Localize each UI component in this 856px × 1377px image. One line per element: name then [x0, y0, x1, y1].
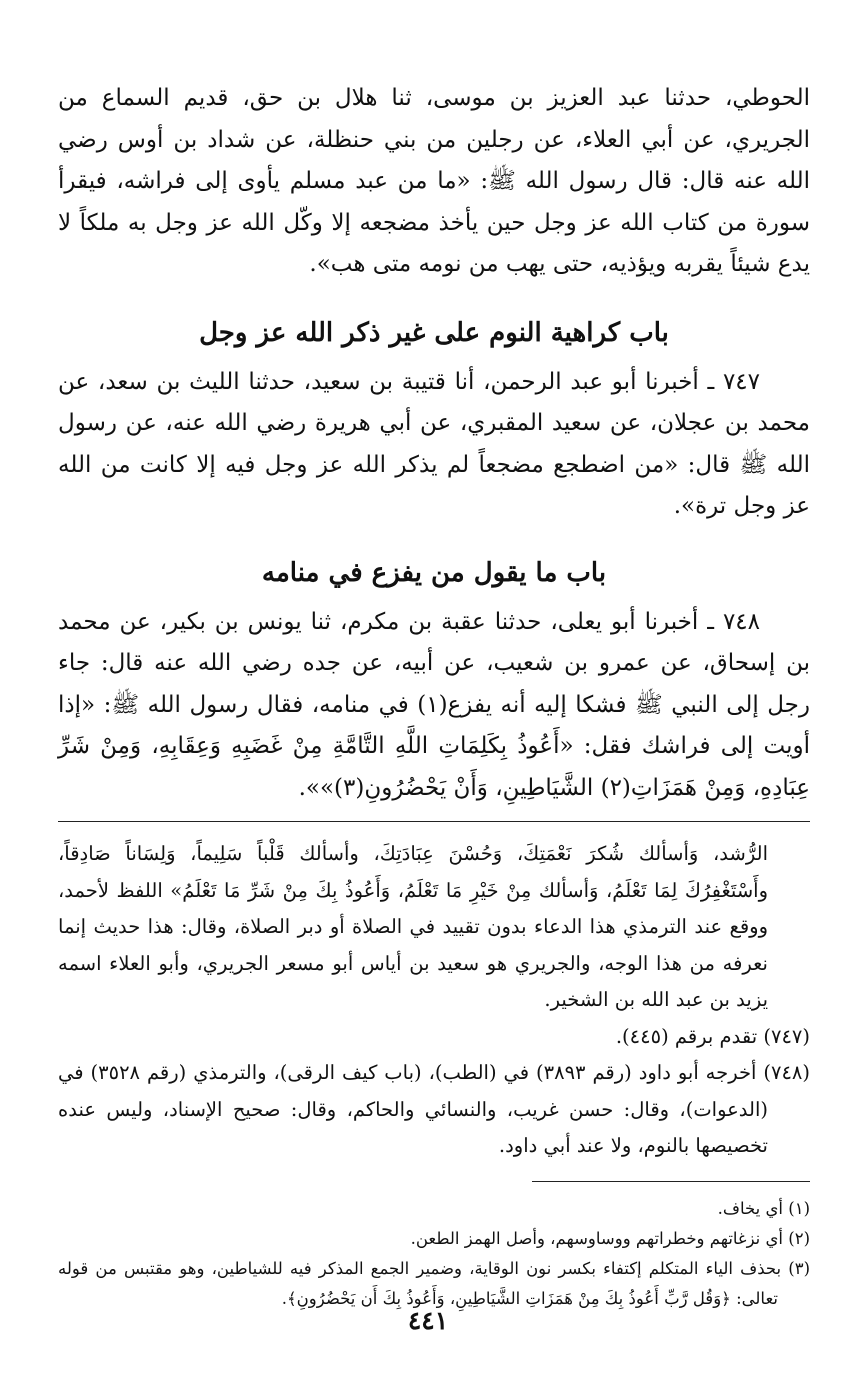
- footnote-rule: [532, 1181, 810, 1182]
- footnote-2: (٢) أي نزغاتهم وخطراتهم ووساوسهم، وأصل الهمز الطعن.: [410, 1228, 810, 1248]
- hadith-747: ٧٤٧ ـ أخبرنا أبو عبد الرحمن، أنا قتيبة بن سعيد، حدثنا الليث بن سعد، عن محمد بن عجلان، عن سعيد المقبري، عن أبي هريرة رضي الله عنه، عن رسول الله ﷺ قال: «من اضطجع مضجعاً لم يذكر الله عز وجل فيه إلا كانت من الله عز وجل ترة».: [58, 368, 810, 519]
- separator-rule: [58, 821, 810, 822]
- book-page: [58, 78, 810, 1314]
- commentary-note-748: (٧٤٨) أخرجه أبو داود (رقم ٣٨٩٣) في (الطب)، (باب كيف الرقى)، والترمذي (رقم ٣٥٢٨) في (الدعوات)، وقال: حسن غريب، والنسائي والحاكم، وقال: صحيح الإسناد، وليس عنده تخصيصها بالنوم، ولا عند أبي داود.: [58, 1061, 810, 1157]
- page-number: ٤٤١: [407, 1306, 449, 1335]
- hadith-748: ٧٤٨ ـ أخبرنا أبو يعلى، حدثنا عقبة بن مكرم، ثنا يونس بن بكير، عن محمد بن إسحاق، عن عمرو بن شعيب، عن أبيه، عن جده رضي الله عنه قال: جاء رجل إلى النبي ﷺ فشكا إليه أنه يفزع(١) في منامه، فقال رسول الله ﷺ: «إذا أويت إلى فراشك فقل: «أَعُوذُ بِكَلِمَاتِ اللَّهِ التَّامَّةِ مِنْ غَضَبِهِ وَعِقَابِهِ، وَمِنْ شَرِّ عِبَادِهِ، وَمِنْ هَمَزَاتِ(٢) الشَّيَاطِينِ، وَأَنْ يَحْضُرُونِ(٣)»».: [58, 608, 810, 801]
- chapter-heading-fright-in-sleep: باب ما يقول من يفزع في منامه: [261, 557, 607, 588]
- footnotes-section: [58, 1194, 810, 1314]
- footnote-3: (٣) بحذف الياء المتكلم إكتفاء بكسر نون الوقاية، وضمير الجمع المذكر فيه للشياطين، وهو مقتبس من قوله تعالى: ﴿وَقُل رَّبِّ أَعُوذُ بِكَ مِنْ هَمَزَاتِ الشَّيَاطِينِ، وَأَعُوذُ بِكَ أَن يَحْضُرُونِ﴾.: [58, 1258, 810, 1308]
- chapter-heading-sleep-without-dhikr: باب كراهية النوم على غير ذكر الله عز وجل: [199, 317, 669, 348]
- footnote-1: (١) أي يخاف.: [717, 1198, 810, 1218]
- commentary-section: [58, 836, 810, 1165]
- main-text: [58, 78, 810, 809]
- commentary-continuation: الرُّشد، وَأسألك شُكرَ نَعْمَتِكَ، وَحُسْنَ عِبَادَتِكَ، وأسألك قَلْباً سَلِيماً، وَلِسَاناً صَادِقاً، وأَسْتَغْفِرُكَ لِمَا تَعْلَمُ، وَأسألك مِنْ خَيْرِ مَا تَعْلَمُ، وَأَعُوذُ بِكَ مِنْ شَرِّ مَا تَعْلَمُ» اللفظ لأحمد، ووقع عند الترمذي هذا الدعاء بدون تقييد في الصلاة أو دبر الصلاة، وقال: هذا حديث إنما نعرفه من هذا الوجه، والجريري هو سعيد بن أياس أبو مسعر الجريري، وأبو العلاء اسمه يزيد بن عبد الله بن الشخير.: [58, 842, 768, 1011]
- commentary-note-747: (٧٤٧) تقدم برقم (٤٤٥).: [615, 1024, 810, 1048]
- continuation-paragraph: الحوطي، حدثنا عبد العزيز بن موسى، ثنا هلال بن حق، قديم السماع من الجريري، عن أبي العلاء، عن رجلين من بني حنظلة، عن شداد بن أوس رضي الله عنه قال: قال رسول الله ﷺ: «ما من عبد مسلم يأوى إلى فراشه، فيقرأ سورة من كتاب الله عز وجل حين يأخذ مضجعه إلا وكّل الله عز وجل به ملكاً لا يدع شيئاً يقربه ويؤذيه، حتى يهب من نومه متى هب».: [58, 85, 810, 277]
